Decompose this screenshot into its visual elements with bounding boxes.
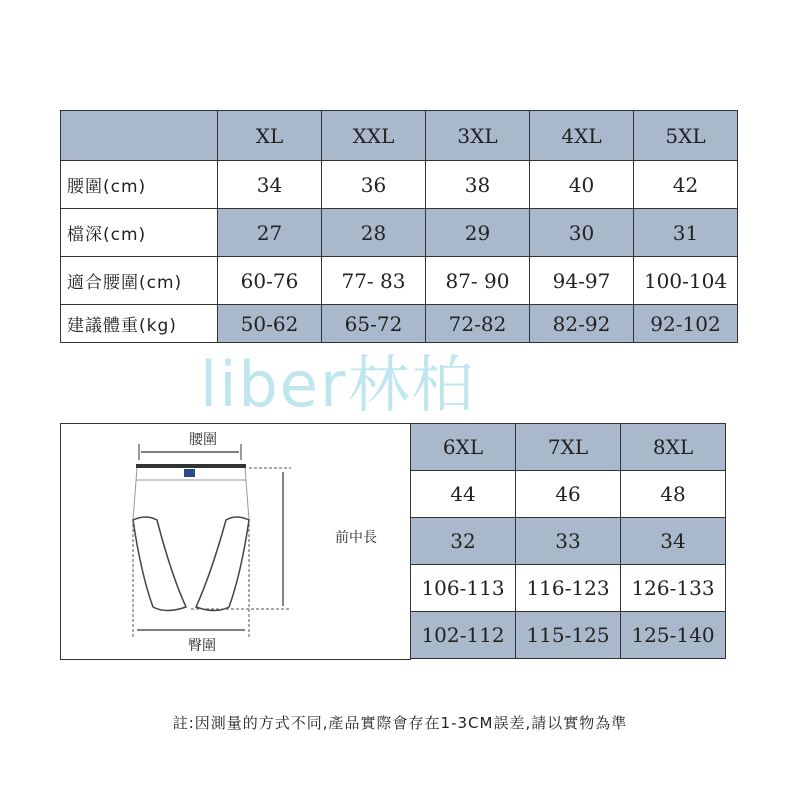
size-table-xl-5xl (60, 110, 738, 343)
size-header: 6XL (411, 424, 516, 471)
cell: 34 (621, 518, 726, 565)
cell: 27 (218, 209, 322, 257)
cell: 116-123 (516, 565, 621, 612)
header-corner-cell (61, 111, 218, 161)
watermark: liber林柏 (200, 348, 476, 421)
cell: 125-140 (621, 612, 726, 659)
cell: 82-92 (530, 305, 634, 343)
cell: 72-82 (426, 305, 530, 343)
cell: 30 (530, 209, 634, 257)
hip-label: 臀圍 (188, 638, 216, 654)
size-header: 8XL (621, 424, 726, 471)
cell: 94-97 (530, 257, 634, 305)
cell: 48 (621, 471, 726, 518)
cell: 77- 83 (322, 257, 426, 305)
size-table-6xl-8xl (410, 423, 726, 659)
row-label: 腰圍(cm) (61, 161, 218, 209)
table-row-fit-waist (61, 257, 738, 305)
cell: 40 (530, 161, 634, 209)
cell: 28 (322, 209, 426, 257)
row-label: 檔深(cm) (61, 209, 218, 257)
table-row (411, 565, 726, 612)
cell: 32 (411, 518, 516, 565)
cell: 92-102 (634, 305, 738, 343)
measurement-diagram (60, 423, 411, 660)
cell: 46 (516, 471, 621, 518)
measurement-note: 註:因測量的方式不同,產品實際會存在1-3CM誤差,請以實物為準 (172, 714, 628, 732)
row-label: 適合腰圍(cm) (61, 257, 218, 305)
cell: 33 (516, 518, 621, 565)
cell: 38 (426, 161, 530, 209)
cell: 50-62 (218, 305, 322, 343)
cell: 44 (411, 471, 516, 518)
cell: 34 (218, 161, 322, 209)
cell: 102-112 (411, 612, 516, 659)
table-row-weight (61, 305, 738, 343)
cell: 126-133 (621, 565, 726, 612)
cell: 60-76 (218, 257, 322, 305)
table-row (411, 612, 726, 659)
size-header: 4XL (530, 111, 634, 161)
waist-label: 腰圍 (189, 432, 217, 448)
table-row-waist (61, 161, 738, 209)
size-header: XL (218, 111, 322, 161)
size-header: 5XL (634, 111, 738, 161)
briefs-illustration (61, 424, 411, 659)
size-header: XXL (322, 111, 426, 161)
size-header: 3XL (426, 111, 530, 161)
front-length-label: 前中長 (335, 530, 377, 546)
cell: 42 (634, 161, 738, 209)
table-row (411, 471, 726, 518)
cell: 65-72 (322, 305, 426, 343)
cell: 36 (322, 161, 426, 209)
table-row-rise (61, 209, 738, 257)
row-label: 建議體重(kg) (61, 305, 218, 343)
cell: 31 (634, 209, 738, 257)
size-header: 7XL (516, 424, 621, 471)
cell: 87- 90 (426, 257, 530, 305)
cell: 106-113 (411, 565, 516, 612)
table-row (411, 518, 726, 565)
cell: 29 (426, 209, 530, 257)
cell: 100-104 (634, 257, 738, 305)
cell: 115-125 (516, 612, 621, 659)
